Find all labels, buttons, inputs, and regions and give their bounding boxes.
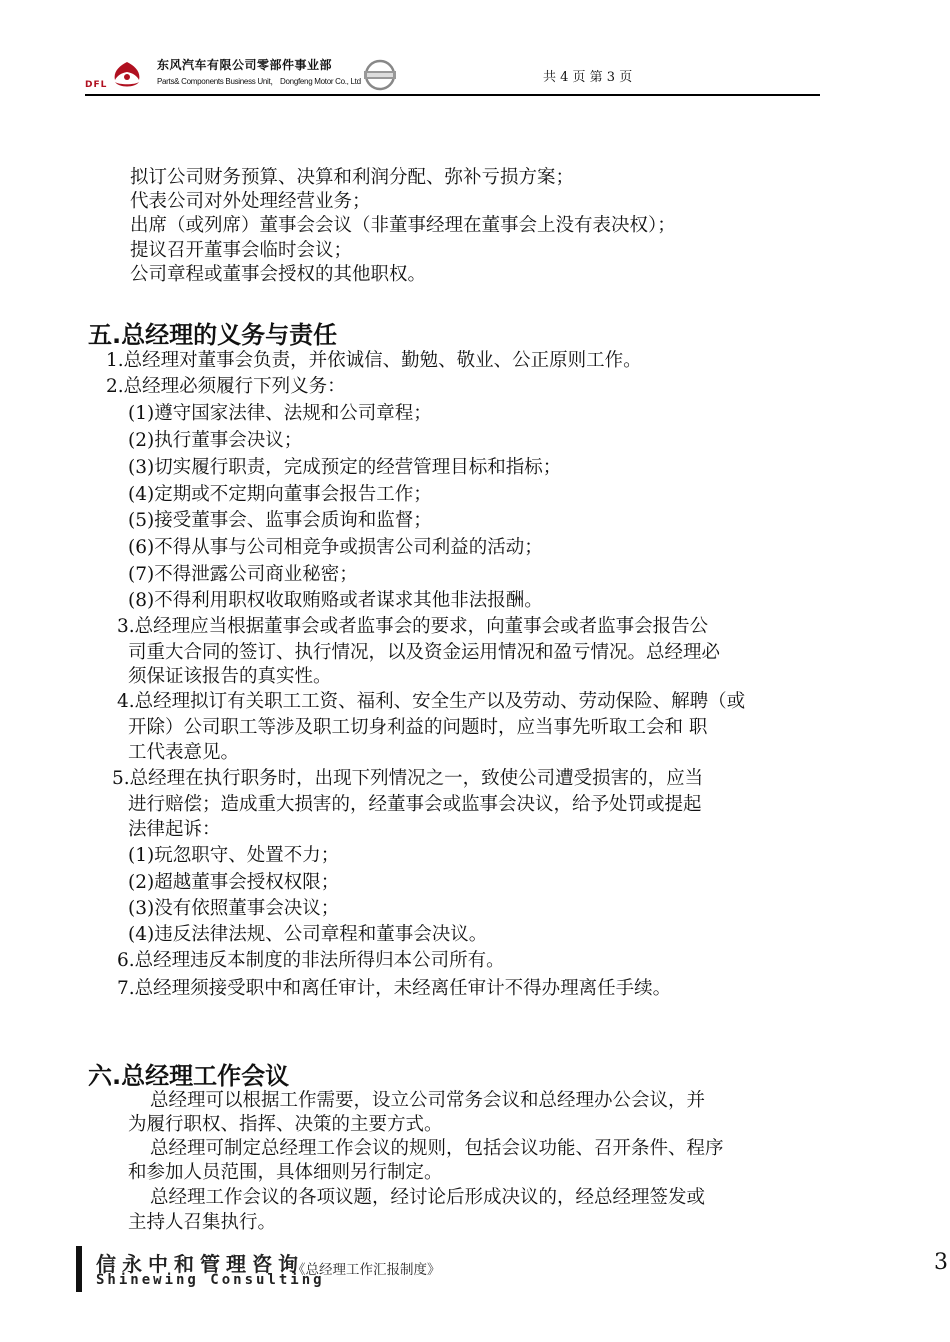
text-line: 总经理工作会议的各项议题，经讨论后形成决议的，经总经理签发或 — [150, 1187, 706, 1208]
text-line: (6)不得从事与公司相竞争或损害公司利益的活动； — [128, 537, 543, 558]
text-line: 总经理可制定总经理工作会议的规则，包括会议功能、召开条件、程序 — [150, 1138, 724, 1159]
text-line: 6.总经理违反本制度的非法所得归本公司所有。 — [117, 950, 505, 971]
section-heading: 五.总经理的义务与责任 — [88, 321, 338, 349]
text-line: 4.总经理拟订有关职工工资、福利、安全生产以及劳动、劳动保险、解聘（或 — [117, 691, 746, 712]
text-line: 须保证该报告的真实性。 — [128, 666, 332, 687]
footer-brand-cn: 信永中和管理咨询 — [96, 1252, 304, 1276]
page-number: 3 — [934, 1250, 948, 1275]
text-line: 进行赔偿；造成重大损害的，经董事会或监事会决议，给予处罚或提起 — [128, 794, 702, 815]
footer-brand-en: Shinewing Consulting — [96, 1272, 325, 1288]
text-line: (3)没有依照董事会决议； — [128, 898, 340, 919]
company-name-cn: 东风汽车有限公司零部件事业部 — [157, 58, 333, 72]
text-line: 司重大合同的签订、执行情况，以及资金运用情况和盈亏情况。总经理必 — [128, 642, 721, 663]
company-name-en: Parts& Components Business Unit， Dongfeng Motor Co., Ltd — [157, 77, 361, 86]
text-line: (2)超越董事会授权权限； — [128, 872, 340, 893]
text-line: 开除）公司职工等涉及职工切身利益的问题时，应当事先听取工会和 职 — [128, 717, 708, 738]
text-line: 拟订公司财务预算、决算和利润分配、弥补亏损方案； — [130, 167, 575, 188]
text-line: 出席（或列席）董事会会议（非董事经理在董事会上没有表决权）； — [130, 215, 676, 236]
text-line: (7)不得泄露公司商业秘密； — [128, 564, 358, 585]
text-line: 为履行职权、指挥、决策的主要方式。 — [128, 1114, 443, 1135]
text-line: 提议召开董事会临时会议； — [130, 240, 353, 261]
dongfeng-logo-icon — [105, 60, 149, 90]
text-line: 3.总经理应当根据董事会或者监事会的要求，向董事会或者监事会报告公 — [117, 616, 709, 637]
text-line: 1.总经理对董事会负责，并依诚信、勤勉、敬业、公正原则工作。 — [106, 350, 642, 371]
text-line: (3)切实履行职责，完成预定的经营管理目标和指标； — [128, 457, 562, 478]
text-line: 代表公司对外处理经营业务； — [130, 191, 371, 212]
footer-divider — [76, 1246, 82, 1292]
text-line: (5)接受董事会、监事会质询和监督； — [128, 510, 432, 531]
text-line: (4)违反法律法规、公司章程和董事会决议。 — [128, 924, 488, 945]
text-line: 7.总经理须接受职中和离任审计，未经离任审计不得办理离任手续。 — [117, 978, 672, 999]
text-line: 和参加人员范围，具体细则另行制定。 — [128, 1162, 443, 1183]
text-line: (8)不得利用职权收取贿赂或者谋求其他非法报酬。 — [128, 590, 543, 611]
text-line: 总经理可以根据工作需要，设立公司常务会议和总经理办公会议，并 — [150, 1090, 706, 1111]
text-line: 公司章程或董事会授权的其他职权。 — [130, 264, 427, 285]
text-line: (1)遵守国家法律、法规和公司章程； — [128, 403, 432, 424]
page-header — [85, 50, 820, 96]
section-heading: 六.总经理工作会议 — [88, 1062, 290, 1090]
text-line: (4)定期或不定期向董事会报告工作； — [128, 484, 432, 505]
text-line: 5.总经理在执行职务时，出现下列情况之一，致使公司遭受损害的，应当 — [112, 768, 704, 789]
text-line: (2)执行董事会决议； — [128, 430, 303, 451]
nissan-logo-icon — [363, 58, 397, 92]
text-line: (1)玩忽职守、处置不力； — [128, 845, 340, 866]
footer-doc-title: 《总经理工作汇报制度》 — [292, 1262, 441, 1278]
text-line: 工代表意见。 — [128, 742, 240, 763]
text-line: 2.总经理必须履行下列义务： — [106, 376, 346, 397]
page-info: 共 4 页 第 3 页 — [543, 70, 633, 85]
logo-text: DFL — [85, 80, 108, 90]
text-line: 主持人召集执行。 — [128, 1212, 277, 1233]
text-line: 法律起诉： — [128, 819, 221, 840]
